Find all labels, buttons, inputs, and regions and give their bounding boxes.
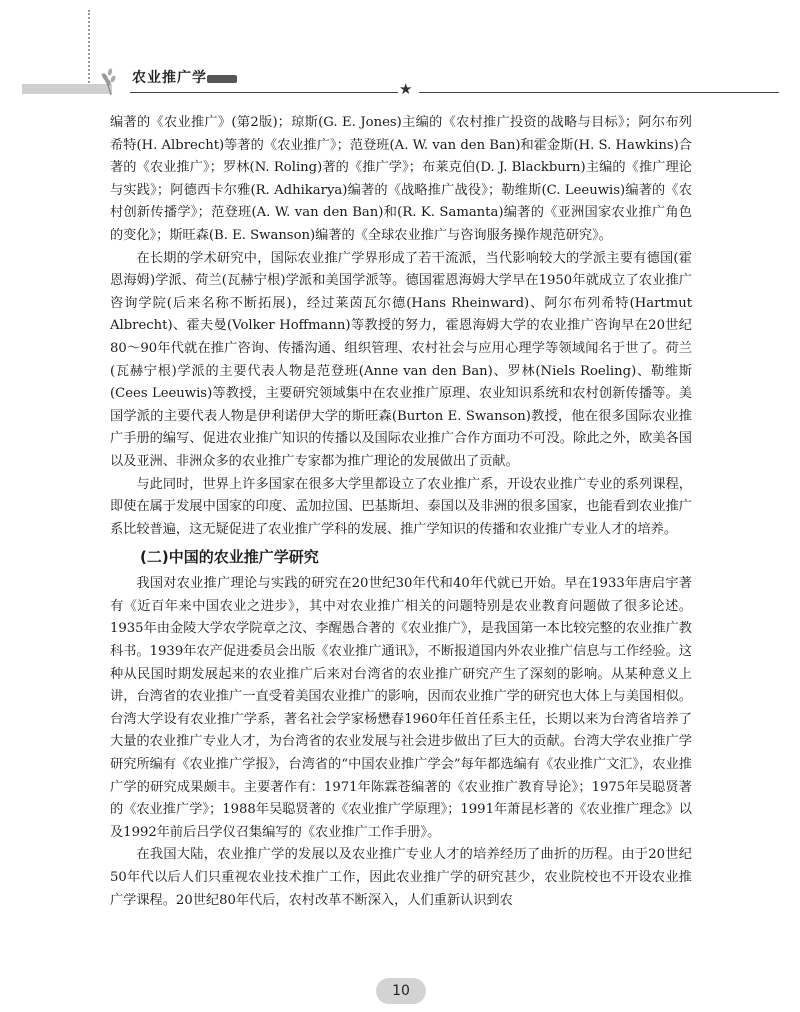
paragraph-mainland: 在我国大陆，农业推广学的发展以及农业推广专业人才的培养经历了曲折的历程。由于20世纪50年代以后人们只重视农业技术推广工作，因此农业推广学的研究甚少，农业院校也不开设农业推广学课程。20世纪80年代后，农村改革不断深入，人们重新认识到农 (110, 847, 692, 908)
header-gray-band (22, 84, 112, 94)
header-rule (130, 92, 398, 93)
header-dotted-line (88, 10, 90, 90)
star-icon: ★ (399, 80, 413, 98)
paragraph-china-history: 我国对农业推广理论与实践的研究在20世纪30年代和40年代就已开始。早在1933年唐启宇著有《近百年来中国农业之进步》，其中对农业推广相关的问题特别是农业教育问题做了很多论述。1935年由金陵大学农学院章之汶、李醒愚合著的《农业推广》，是我国第一本比较完整的农业推广教科书。1939年农产促进委员会出版《农业推广通讯》，不断报道国内外农业推广信息与工作经验。这种从民国时期发展起来的农业推广后来对台湾省的农业推广研究产生了深刻的影响。从某种意义上讲，台湾省的农业推广一直受着美国农业推广的影响，因而农业推广学的研究也大体上与美国相似。台湾大学设有农业推广学系，著名社会学家杨懋春1960年任首任系主任，长期以来为台湾省培养了大量的农业推广专业人才，为台湾省的农业发展与社会进步做出了巨大的贡献。台湾大学农业推广学研究所编有《农业推广学报》，台湾省的“中国农业推广学会”每年都选编有《农业推广文汇》，农业推广学的研究成果颇丰。主要著作有：1971年陈霖苍编著的《农业推广教育导论》；1975年吴聪贤著的《农业推广学》；1988年吴聪贤著的《农业推广学原理》；1991年萧昆杉著的《农业推广理念》以及1992年前后吕学仪召集编写的《农业推广工作手册》。 (110, 576, 692, 840)
header-rule-right (419, 92, 779, 93)
paragraph-schools: 在长期的学术研究中，国际农业推广学界形成了若干流派，当代影响较大的学派主要有德国(霍恩海姆)学派、荷兰(瓦赫宁根)学派和美国学派等。德国霍恩海姆大学早在1950年就成立了农业推广咨询学院(后来名称不断拓展)，经过莱茵瓦尔德(Hans Rheinward)、阿尔布列希特(Hartmut Albrecht)、霍夫曼(Volker Hoffmann)等教授的努力，霍恩海姆大学的农业推广咨询早在20世纪80～90年代就在推广咨询、传播沟通、组织管理、农村社会与应用心理学等领域闻名于世了。荷兰(瓦赫宁根)学派的主要代表人物是范登班(Anne van den Ban)、罗林(Niels Roeling)、勒维斯(Cees Leeuwis)等教授，主要研究领域集中在农业推广原理、农业知识系统和农村创新传播等。美国学派的主要代表人物是伊利诺伊大学的斯旺森(Burton E. Swanson)教授，他在很多国际农业推广手册的编写、促进农业推广知识的传播以及国际农业推广合作方面功不可没。除此之外，欧美各国以及亚洲、非洲众多的农业推广专家都为推广理论的发展做出了贡献。 (110, 250, 692, 469)
section-heading: (二)中国的农业推广学研究 (140, 548, 319, 567)
page-header (0, 0, 800, 110)
wheat-leaf-icon (100, 66, 122, 96)
running-header-title: 农业推广学 (132, 70, 207, 86)
page-body (110, 112, 692, 912)
header-tag-mark (207, 75, 237, 83)
paragraph-universities: 与此同时，世界上许多国家在很多大学里都设立了农业推广系，开设农业推广专业的系列课程，即使在属于发展中国家的印度、孟加拉国、巴基斯坦、泰国以及非洲的很多国家，也能看到农业推广系比较普遍，这无疑促进了农业推广学科的发展、推广学知识的传播和农业推广专业人才的培养。 (110, 476, 692, 537)
page-number: 10 (376, 978, 426, 1004)
paragraph-continuation: 编著的《农业推广》(第2版)；琼斯(G. E. Jones)主编的《农村推广投资的战略与目标》；阿尔布列希特(H. Albrecht)等著的《农业推广》；范登班(A. W. van den Ban)和霍金斯(H. S. Hawkins)合著的《农业推广》；罗林(N. Roling)著的《推广学》；布莱克伯(D. J. Blackburn)主编的《推广理论与实践》；阿德西卡尔雅(R. Adhikarya)编著的《战略推广战役》；勒维斯(C. Leeuwis)编著的《农村创新传播学》；范登班(A. W. van den Ban)和(R. K. Samanta)编著的《亚洲国家农业推广角色的变化》；斯旺森(B. E. Swanson)编著的《全球农业推广与咨询服务操作规范研究》。 (110, 115, 692, 243)
